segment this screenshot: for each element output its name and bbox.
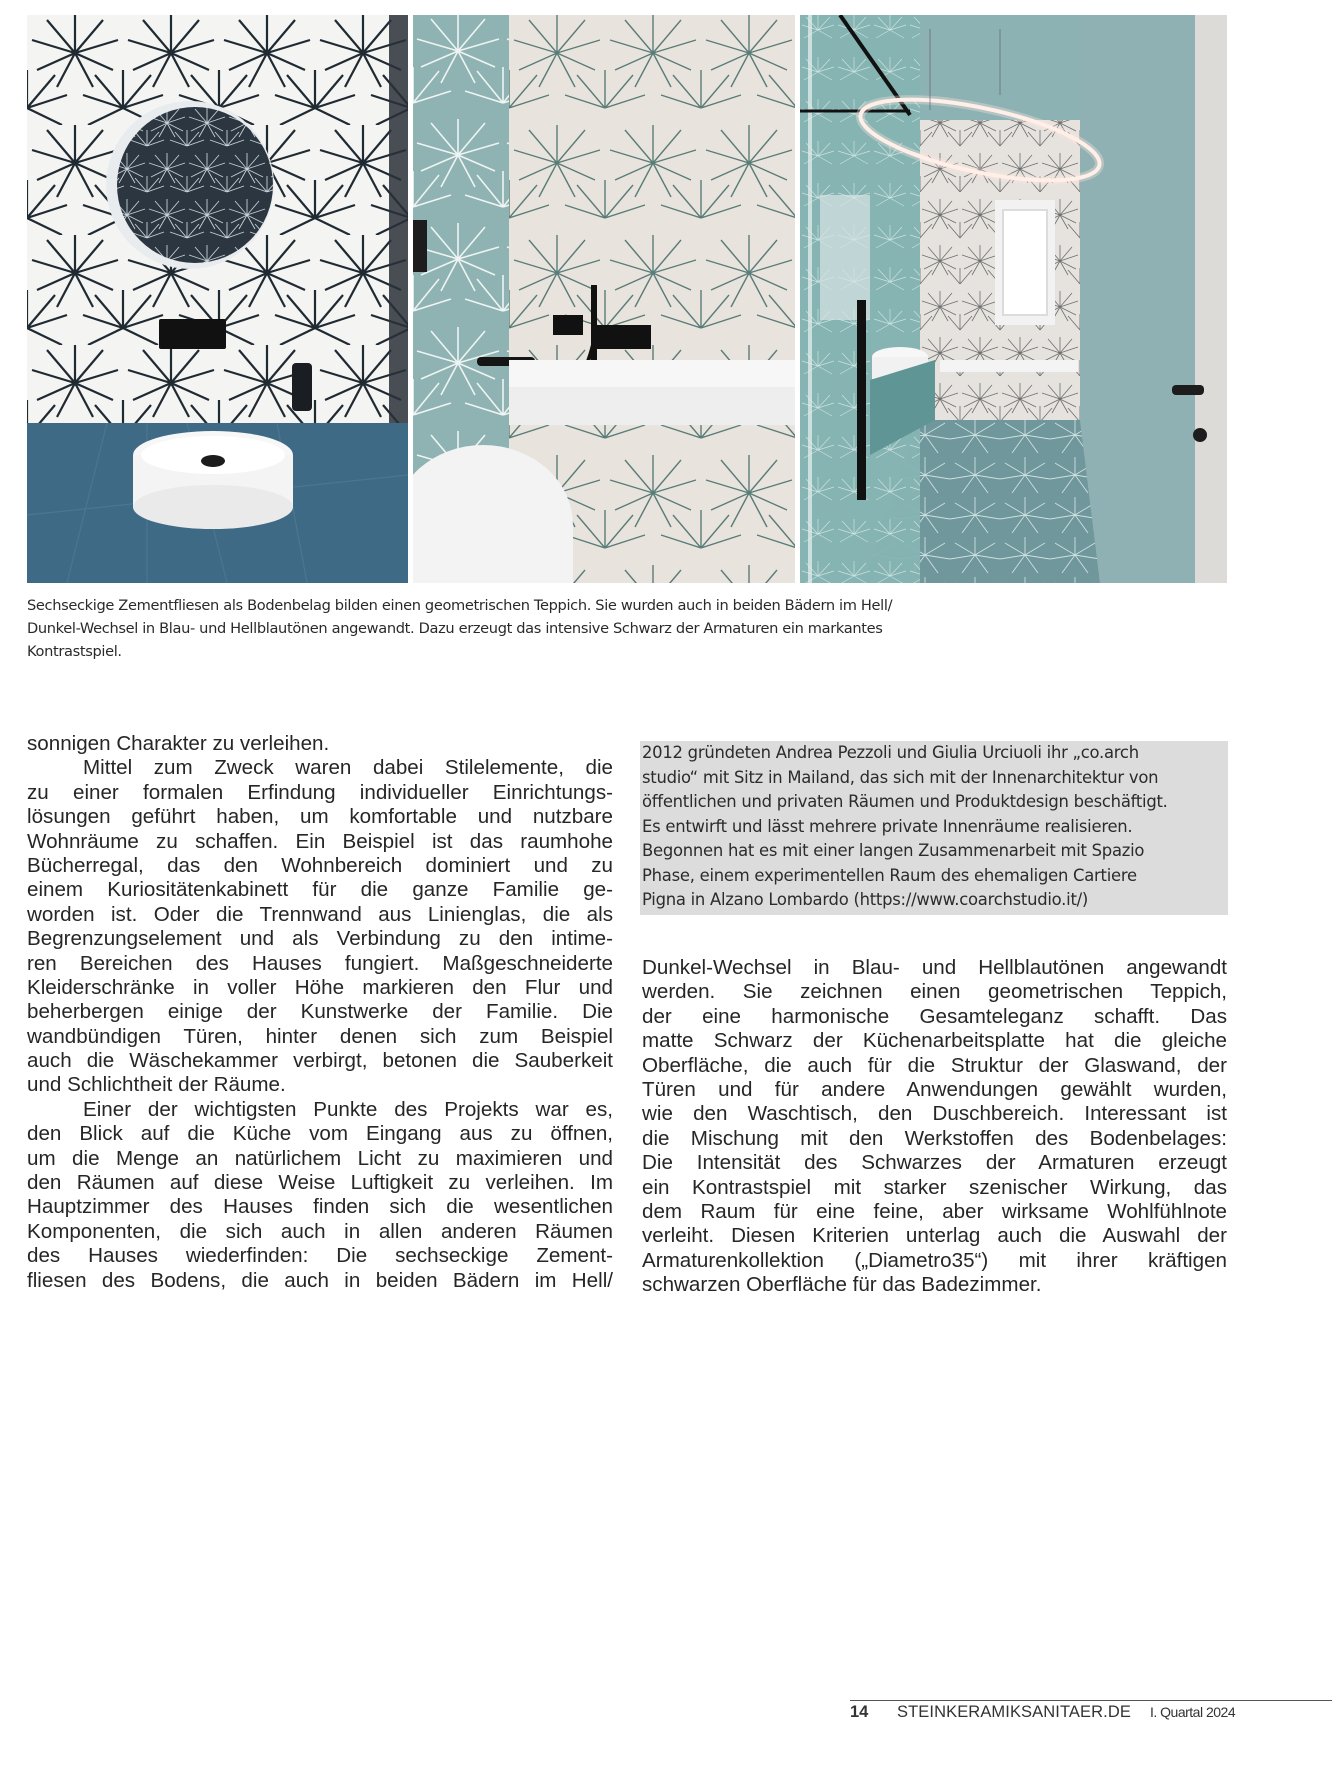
info-line: Begonnen hat es mit einer langen Zusammenarbeit mit Spazio <box>642 841 1145 860</box>
bathroom-sink-image <box>27 15 408 583</box>
text-line: lösungen geführt haben, um komfortable und nutzbare <box>27 805 613 829</box>
text-line: Bücherregal, das den Wohnbereich dominiert und zu <box>27 853 613 877</box>
text-line: auch die Wäschekammer verbirgt, betonen die Sauberkeit <box>27 1049 613 1073</box>
bathtub-photo <box>413 15 795 583</box>
text-line: den Blick auf die Küche vom Eingang aus zu öffnen, <box>27 1122 613 1146</box>
bathroom-sink-photo <box>27 15 408 583</box>
text-line: Armaturenkollektion („Diametro35“) mit ihrer kräftigen <box>642 1248 1227 1272</box>
info-line-with-link[interactable]: Pigna in Alzano Lombardo (https://www.coarchstudio.it/) <box>642 890 1089 909</box>
text-line: und Schlichtheit der Räume. <box>27 1073 286 1097</box>
photo-caption <box>27 594 1027 663</box>
text-line: Einer der wichtigsten Punkte des Projekts war es, <box>83 1097 613 1121</box>
info-line: öffentlichen und privaten Räumen und Produktdesign beschäftigt. <box>642 792 1168 811</box>
text-line: Mittel zum Zweck waren dabei Stilelemente, die <box>83 756 613 780</box>
info-line: studio“ mit Sitz in Mailand, das sich mit der Innenarchitektur von <box>642 767 1159 787</box>
info-line: Phase, einem experimentellen Raum des ehemaligen Cartiere <box>642 865 1137 885</box>
text-line: Türen und für andere Anwendungen gewählt wurden, <box>642 1077 1227 1101</box>
text-line: dem Raum für eine feine, aber wirksame Wohlfühlnote <box>642 1199 1227 1223</box>
text-line: Oberfläche, die auch für die Struktur der Glaswand, der <box>642 1053 1227 1077</box>
caption-line: Dunkel-Wechsel in Blau- und Hellblautönen angewandt. Dazu erzeugt das intensive Schwarz der Armaturen ein markantes <box>27 620 883 637</box>
caption-line: Kontrastspiel. <box>27 643 122 660</box>
text-line: Dunkel-Wechsel in Blau- und Hellblautönen angewandt <box>642 956 1227 979</box>
text-line: Wohnräume zu schaffen. Ein Beispiel ist das raumhohe <box>27 829 613 853</box>
page-number: 14 <box>850 1703 869 1721</box>
text-line: worden ist. Oder die Trennwand aus Linienglas, die als <box>27 902 613 926</box>
caption-line: Sechseckige Zementfliesen als Bodenbelag bilden einen geometrischen Teppich. Sie wurden auch in beiden Bädern im Hell/ <box>27 597 893 614</box>
text-line: fliesen des Bodens, die auch in beiden Bädern im Hell/ <box>27 1268 613 1292</box>
text-line: verleiht. Diesen Kriterien unterlag auch die Auswahl der <box>642 1224 1227 1248</box>
body-column-right <box>642 956 1227 1297</box>
footer-rule <box>850 1700 1332 1701</box>
text-line: beherbergen einige der Kunstwerke der Familie. Die <box>27 1000 613 1024</box>
bathtub-image <box>413 15 795 583</box>
text-line: der eine harmonische Gesamteleganz schafft. Das <box>642 1004 1227 1028</box>
text-line: wie den Waschtisch, den Duschbereich. Interessant ist <box>642 1102 1227 1126</box>
text-line: wandbündigen Türen, hinter denen sich zum Beispiel <box>27 1024 613 1048</box>
text-line: einem Kuriositätenkabinett für die ganze Familie ge- <box>27 878 613 902</box>
bathroom-corridor-photo <box>800 15 1227 583</box>
text-line: die Mischung mit den Werkstoffen des Bodenbelages: <box>642 1126 1227 1150</box>
text-line: zu einer formalen Erfindung individueller Einrichtungs- <box>27 780 613 804</box>
text-line: matte Schwarz der Küchenarbeitsplatte hat die gleiche <box>642 1029 1227 1053</box>
text-line: den Räumen auf diese Weise Luftigkeit zu verleihen. Im <box>27 1171 613 1195</box>
info-line: Es entwirft und lässt mehrere private Innenräume realisieren. <box>642 816 1133 836</box>
studio-info-box <box>640 741 1228 915</box>
text-line: um die Menge an natürlichem Licht zu maximieren und <box>27 1146 613 1170</box>
text-line: Hauptzimmer des Hauses finden sich die wesentlichen <box>27 1195 613 1219</box>
text-line: sonnigen Charakter zu verleihen. <box>27 732 330 755</box>
info-line: 2012 gründeten Andrea Pezzoli und Giulia Urciuoli ihr „co.arch <box>642 743 1139 762</box>
text-line: Komponenten, die sich auch in allen anderen Räumen <box>27 1219 613 1243</box>
text-line: ein Kontrastspiel mit starker szenischer Wirkung, das <box>642 1175 1227 1199</box>
text-line: des Hauses wiederfinden: Die sechseckige Zement- <box>27 1244 613 1268</box>
text-line: schwarzen Oberfläche für das Badezimmer. <box>642 1273 1042 1297</box>
magazine-site: STEINKERAMIKSANITAER.DE <box>897 1703 1131 1721</box>
body-column-left <box>27 732 613 1293</box>
text-line: ren Bereichen des Hauses fungiert. Maßgeschneiderte <box>27 951 613 975</box>
text-line: Die Intensität des Schwarzes der Armaturen erzeugt <box>642 1151 1227 1175</box>
text-line: werden. Sie zeichnen einen geometrischen Teppich, <box>642 980 1227 1004</box>
bathroom-corridor-image <box>800 15 1227 583</box>
text-line: Begrenzungselement und als Verbindung zu den intime- <box>27 927 613 951</box>
text-line: Kleiderschränke in voller Höhe markieren den Flur und <box>27 975 613 999</box>
issue-label: I. Quartal 2024 <box>1150 1704 1236 1720</box>
